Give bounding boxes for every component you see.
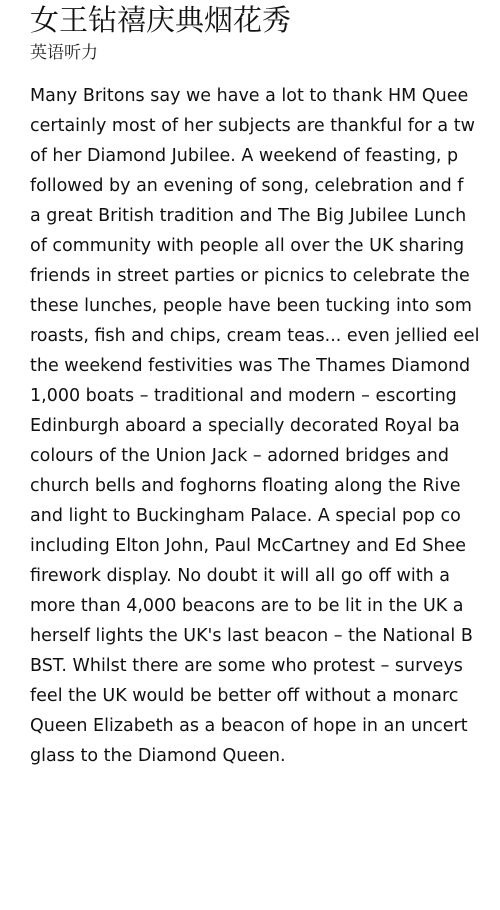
body-line: of her Diamond Jubilee. A weekend of feasting, p [30, 146, 459, 166]
body-line: colours of the Union Jack – adorned bridges and [30, 446, 449, 466]
body-line: Edinburgh aboard a specially decorated Royal ba [30, 416, 460, 436]
body-line: more than 4,000 beacons are to be lit in the UK a [30, 596, 464, 616]
body-line: Many Britons say we have a lot to thank HM Quee [30, 86, 469, 106]
body-line: a great British tradition and The Big Jubilee Lunch [30, 206, 467, 226]
article-body [30, 81, 500, 771]
body-line: friends in street parties or picnics to celebrate the [30, 266, 470, 286]
body-line: firework display. No doubt it will all go off with a [30, 566, 450, 586]
body-line: feel the UK would be better off without a monarc [30, 686, 459, 706]
body-line: followed by an evening of song, celebration and f [30, 176, 464, 196]
body-line: BST. Whilst there are some who protest – surveys [30, 656, 463, 676]
body-line: 1,000 boats – traditional and modern – escorting [30, 386, 457, 406]
body-line: these lunches, people have been tucking into som [30, 296, 472, 316]
article-category: 英语听力 [30, 43, 98, 63]
body-line: certainly most of her subjects are thankful for a tw [30, 116, 475, 136]
body-line: church bells and foghorns floating along the Rive [30, 476, 461, 496]
body-line: the weekend festivities was The Thames Diamond [30, 356, 471, 376]
article-title: 女王钻禧庆典烟花秀 [30, 3, 292, 37]
article [30, 0, 500, 771]
body-line: Queen Elizabeth as a beacon of hope in an uncert [30, 716, 468, 736]
body-line: including Elton John, Paul McCartney and Ed Shee [30, 536, 467, 556]
body-line: and light to Buckingham Palace. A special pop co [30, 506, 461, 526]
body-line: herself lights the UK's last beacon – the National B [30, 626, 473, 646]
body-line: glass to the Diamond Queen. [30, 746, 286, 766]
body-line: of community with people all over the UK sharing [30, 236, 465, 256]
body-line: roasts, fish and chips, cream teas... even jellied eel [30, 326, 480, 346]
